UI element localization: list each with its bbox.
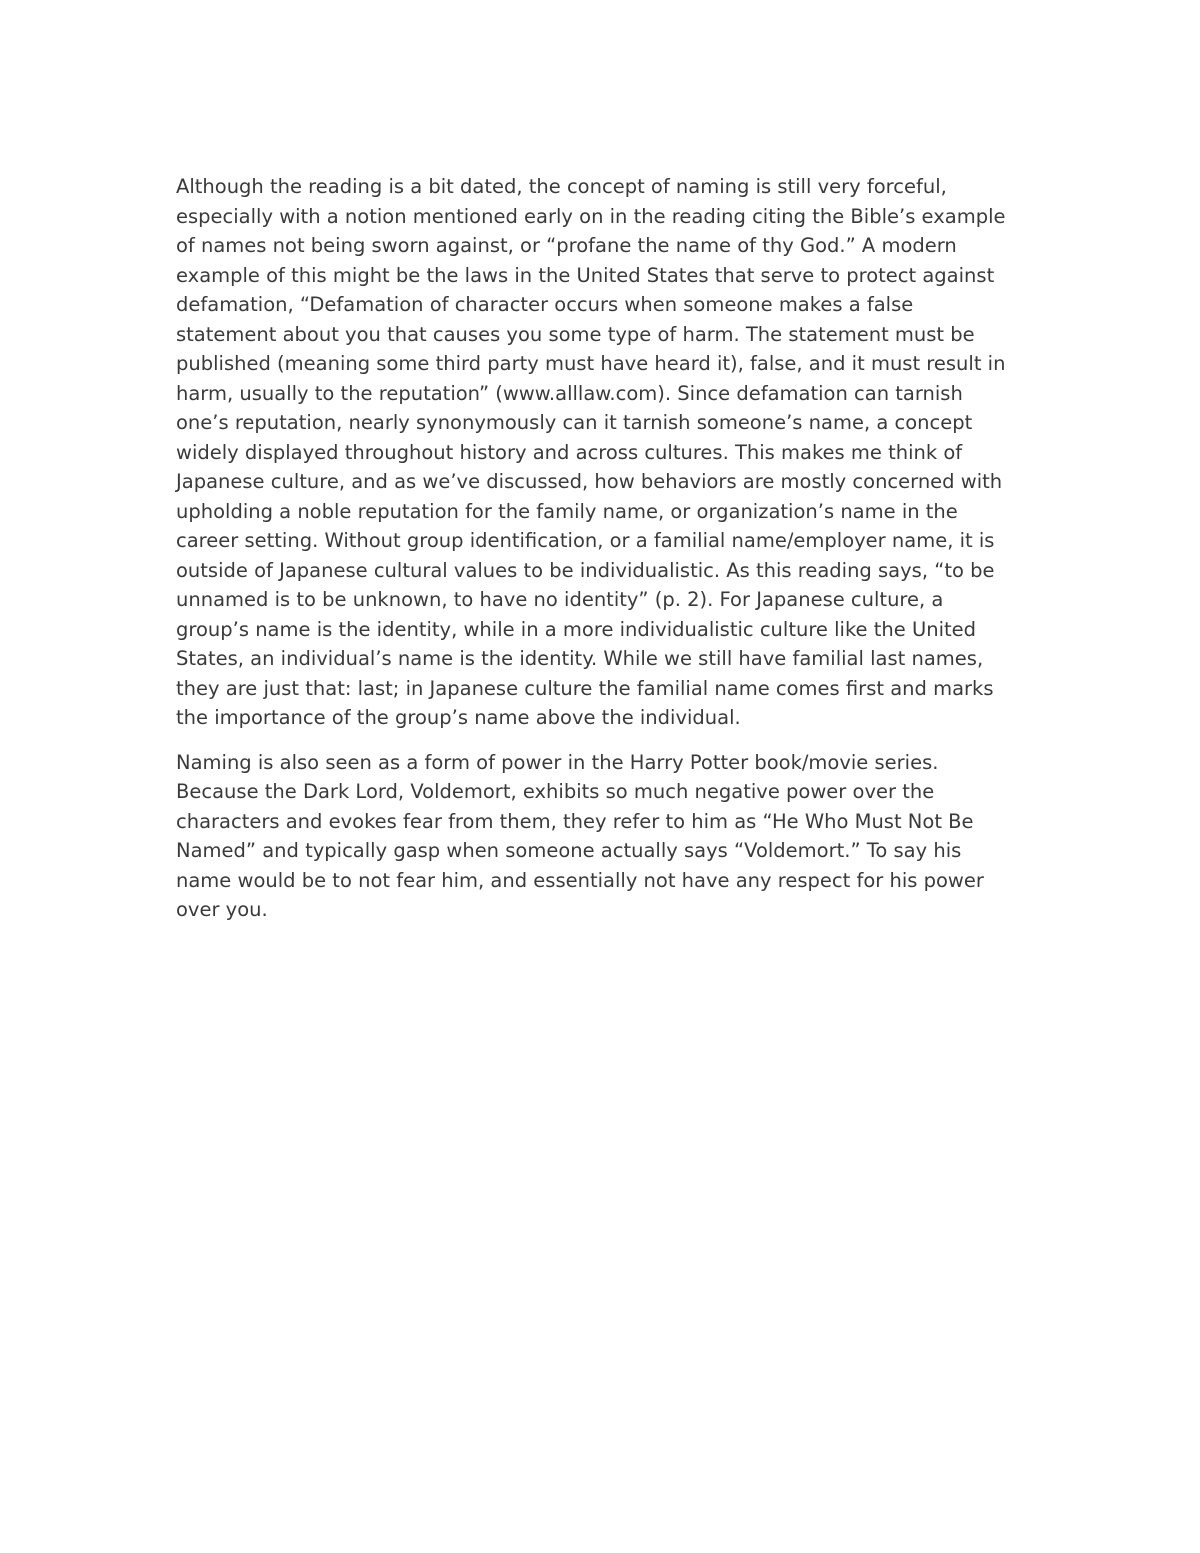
text-line: group’s name is the identity, while in a more individualistic culture like the United [176, 617, 977, 641]
text-line: outside of Japanese cultural values to be individualistic. As this reading says, “to be [176, 558, 995, 582]
text-line: Named” and typically gasp when someone actually says “Voldemort.” To say his [176, 839, 962, 862]
paragraph-harry-potter [176, 748, 1026, 925]
text-line: harm, usually to the reputation” (www.alllaw.com). Since defamation can tarnish [176, 381, 963, 405]
text-line: example of this might be the laws in the United States that serve to protect against [176, 263, 995, 287]
text-line: especially with a notion mentioned early on in the reading citing the Bible’s example [176, 204, 1006, 228]
text-line: widely displayed throughout history and across cultures. This makes me think of [176, 440, 963, 464]
text-line: name would be to not fear him, and essentially not have any respect for his power [176, 868, 984, 892]
text-line: the importance of the group’s name above the individual. [176, 706, 741, 729]
text-line: published (meaning some third party must have heard it), false, and it must result in [176, 352, 1006, 375]
text-line: characters and evokes fear from them, they refer to him as “He Who Must Not Be [176, 809, 974, 833]
text-line: defamation, “Defamation of character occurs when someone makes a false [176, 293, 914, 316]
text-line: they are just that: last; in Japanese culture the familial name comes first and marks [176, 676, 994, 700]
text-line: Because the Dark Lord, Voldemort, exhibits so much negative power over the [176, 780, 935, 803]
text-line: States, an individual’s name is the identity. While we still have familial last names, [176, 647, 984, 670]
text-line: of names not being sworn against, or “profane the name of thy God.” A modern [176, 234, 957, 257]
text-line: over you. [176, 898, 268, 921]
text-line: Although the reading is a bit dated, the concept of naming is still very forceful, [176, 175, 947, 198]
text-line: Naming is also seen as a form of power in the Harry Potter book/movie series. [176, 750, 939, 774]
text-line: one’s reputation, nearly synonymously can it tarnish someone’s name, a concept [176, 411, 973, 434]
text-line: Japanese culture, and as we’ve discussed, how behaviors are mostly concerned with [176, 470, 1003, 493]
text-line: upholding a noble reputation for the family name, or organization’s name in the [176, 499, 958, 523]
text-line: unnamed is to be unknown, to have no identity” (p. 2). For Japanese culture, a [176, 588, 944, 611]
text-line: statement about you that causes you some type of harm. The statement must be [176, 322, 975, 346]
document-body [176, 172, 1026, 925]
paragraph-naming-defamation [176, 172, 1026, 733]
text-line: career setting. Without group identification, or a familial name/employer name, it is [176, 529, 995, 552]
